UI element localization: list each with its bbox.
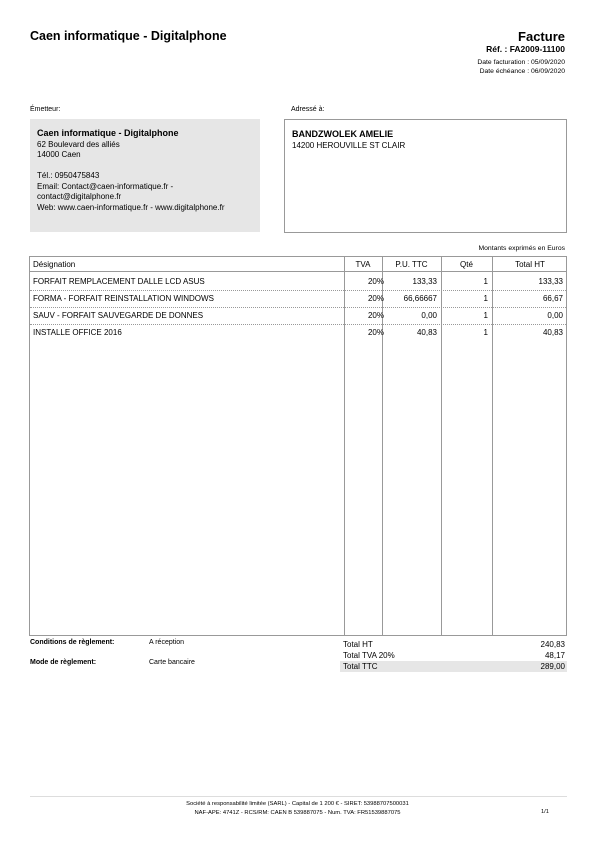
cell-tva: 20%	[367, 311, 384, 320]
header-unit-price: P.U. TTC	[395, 260, 428, 269]
due-date: Date échéance : 06/09/2020	[479, 68, 565, 75]
total-tva-row	[340, 650, 567, 661]
cell-designation: FORFAIT REMPLACEMENT DALLE LCD ASUS	[33, 277, 205, 286]
invoice-reference: Réf. : FA2009-11100	[486, 44, 565, 54]
totals-block	[340, 639, 567, 672]
header-tva: TVA	[355, 260, 371, 269]
invoice-dates	[477, 58, 565, 76]
total-ht-value: 240,83	[540, 640, 565, 649]
recipient-box	[284, 119, 567, 233]
sender-name: Caen informatique - Digitalphone	[37, 128, 179, 138]
table-row	[30, 290, 566, 308]
header-total: Total HT	[515, 260, 545, 269]
total-tva-label: Total TVA 20%	[343, 651, 395, 660]
cell-unit-price: 133,33	[412, 277, 437, 286]
header-quantity: Qté	[460, 260, 473, 269]
header-designation: Désignation	[33, 260, 76, 269]
cell-quantity: 1	[483, 311, 488, 320]
sender-email: contact@digitalphone.fr	[37, 192, 122, 201]
cell-total: 0,00	[547, 311, 563, 320]
cell-tva: 20%	[367, 328, 384, 337]
payment-terms-label: Conditions de règlement:	[30, 639, 115, 646]
total-ttc-row	[340, 661, 567, 672]
cell-designation: FORMA - FORFAIT REINSTALLATION WINDOWS	[33, 294, 214, 303]
recipient-label: Adressé à:	[291, 106, 325, 113]
cell-quantity: 1	[483, 328, 488, 337]
sender-box	[30, 119, 260, 232]
cell-tva: 20%	[367, 277, 384, 286]
cell-unit-price: 0,00	[421, 311, 437, 320]
recipient-address: 14200 HEROUVILLE ST CLAIR	[292, 140, 406, 150]
page-number: 1/1	[540, 809, 549, 815]
legal-footer	[0, 800, 595, 817]
cell-total: 66,67	[542, 294, 563, 303]
invoice-date: Date facturation : 05/09/2020	[477, 59, 565, 66]
cell-designation: SAUV - FORFAIT SAUVEGARDE DE DONNES	[33, 311, 204, 320]
total-ttc-label: Total TTC	[343, 662, 378, 671]
cell-total: 133,33	[538, 277, 563, 286]
footer-divider	[30, 796, 567, 797]
sender-address-line: 14000 Caen	[37, 150, 81, 159]
company-name: Caen informatique - Digitalphone	[30, 29, 227, 43]
sender-web: Web: www.caen-informatique.fr - www.digitalphone.fr	[37, 202, 225, 212]
payment-mode-value: Carte bancaire	[149, 659, 195, 666]
total-ttc-value: 289,00	[540, 662, 565, 671]
cell-unit-price: 40,83	[416, 328, 437, 337]
payment-terms-value: A réception	[149, 639, 185, 646]
payment-mode-label: Mode de règlement:	[30, 659, 97, 666]
cell-quantity: 1	[483, 294, 488, 303]
table-row	[30, 307, 566, 325]
total-ht-row	[340, 639, 567, 650]
sender-label: Émetteur:	[30, 106, 61, 113]
table-row	[30, 324, 566, 341]
sender-phone: Tél.: 0950475843	[37, 171, 100, 180]
table-row	[30, 273, 566, 291]
recipient-name: BANDZWOLEK AMELIE	[292, 129, 394, 139]
table-header	[30, 257, 566, 272]
cell-unit-price: 66,66667	[403, 294, 437, 303]
footer-line-2: NAF-APE: 4741Z - RCS/RM: CAEN B 539887075 - Num. TVA: FR51539887075	[194, 809, 401, 816]
sender-spacer	[37, 161, 253, 172]
cell-total: 40,83	[542, 328, 563, 337]
document-type: Facture	[518, 29, 565, 44]
cell-quantity: 1	[483, 277, 488, 286]
cell-designation: INSTALLE OFFICE 2016	[33, 328, 122, 337]
currency-note: Montants exprimés en Euros	[478, 245, 565, 252]
sender-email: Email: Contact@caen-informatique.fr -	[37, 181, 174, 191]
total-tva-value: 48,17	[544, 651, 565, 660]
items-table	[29, 256, 567, 636]
sender-address-line: 62 Boulevard des alliés	[37, 139, 120, 149]
cell-tva: 20%	[367, 294, 384, 303]
total-ht-label: Total HT	[343, 640, 373, 649]
footer-line-1: Société à responsabilité limitée (SARL) - Capital de 1 200 € - SIRET: 53988707500031	[186, 801, 409, 807]
